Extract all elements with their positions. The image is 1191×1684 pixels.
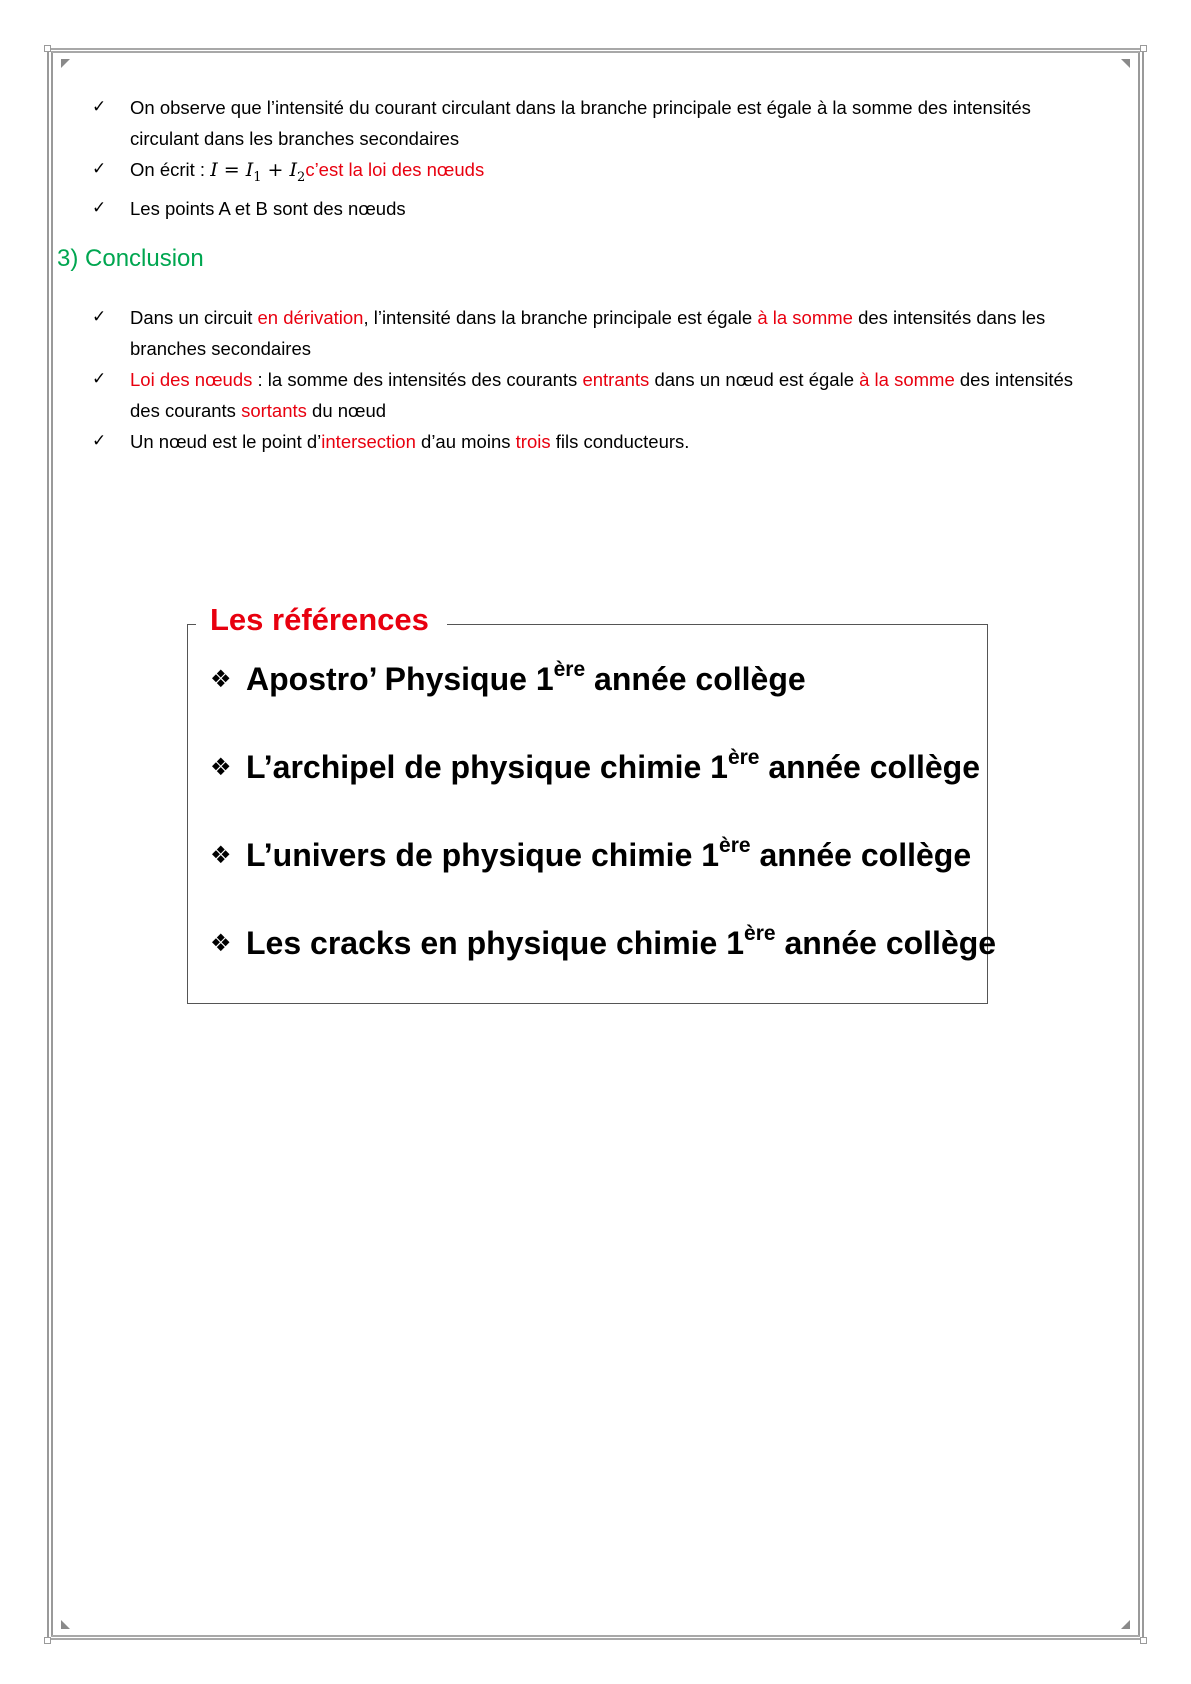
four-diamond-bullet-icon: ❖	[210, 929, 232, 957]
corner-ornament	[61, 59, 70, 68]
corner-ornament	[1121, 59, 1130, 68]
checkmark-icon: ✓	[92, 97, 107, 117]
border-corner-mark	[44, 1637, 51, 1644]
corner-ornament	[61, 1620, 70, 1629]
four-diamond-bullet-icon: ❖	[210, 753, 232, 781]
list-item	[92, 193, 1152, 224]
border-corner-mark	[1140, 45, 1147, 52]
reference-item: ❖ Apostro’ Physique 1ère année collège	[210, 655, 996, 743]
list-item: ✓ Dans un circuit en dérivation, l’intensité dans la branche principale est égale à la somme des intensités dans les branches secondaires	[92, 302, 1152, 364]
item-text: On observe que l’intensité du courant circulant dans la branche principale est égale à la somme des intensités	[130, 97, 1031, 118]
law-label: c’est la loi des nœuds	[305, 159, 485, 180]
four-diamond-bullet-icon: ❖	[210, 665, 232, 693]
item-text: Les points A et B sont des nœuds	[130, 197, 406, 219]
list-item: ✓ Loi des nœuds : la somme des intensités des courants entrants dans un nœud est égale à la somme des intensités des courants sortants du nœud	[92, 364, 1152, 426]
checkmark-icon: ✓	[92, 369, 107, 389]
item-text: circulant dans les branches secondaires	[130, 128, 460, 149]
list-item	[92, 154, 1152, 193]
reference-item: ❖ L’archipel de physique chimie 1ère année collège	[210, 743, 996, 831]
observation-list	[92, 92, 1152, 224]
item-text: On écrit :	[130, 159, 211, 180]
conclusion-list	[92, 302, 1152, 457]
corner-ornament	[1121, 1620, 1130, 1629]
list-item	[92, 92, 1152, 154]
reference-item: ❖ Les cracks en physique chimie 1ère année collège	[210, 919, 996, 1007]
list-item: ✓ Un nœud est le point d’intersection d’au moins trois fils conducteurs.	[92, 426, 1152, 457]
references-list	[210, 655, 996, 1007]
checkmark-icon: ✓	[92, 159, 107, 179]
border-corner-mark	[44, 45, 51, 52]
reference-item: ❖ L’univers de physique chimie 1ère année collège	[210, 831, 996, 919]
formula: $I = I_1 + I_2$	[210, 159, 306, 185]
section-heading: 3) Conclusion	[57, 245, 204, 272]
checkmark-icon: ✓	[92, 197, 107, 218]
checkmark-icon: ✓	[92, 307, 107, 327]
references-title: Les références	[196, 598, 447, 642]
four-diamond-bullet-icon: ❖	[210, 841, 232, 869]
checkmark-icon: ✓	[92, 431, 107, 451]
border-corner-mark	[1140, 1637, 1147, 1644]
